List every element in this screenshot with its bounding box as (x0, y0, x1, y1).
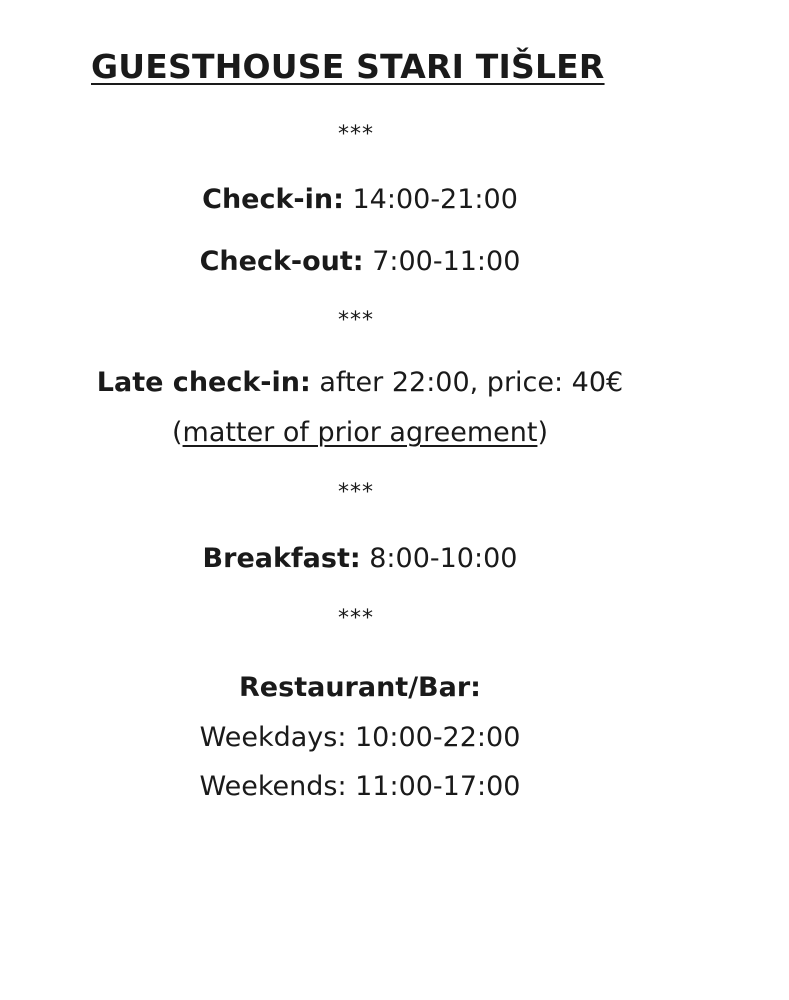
note-open-paren: ( (172, 417, 183, 448)
late-check-in-label: Late check-in: (96, 367, 311, 398)
restaurant-weekends: Weekends: 11:00-17:00 (199, 771, 521, 802)
check-in-line (0, 183, 720, 217)
late-check-in-note-line (0, 416, 720, 450)
separator: *** (338, 122, 374, 147)
breakfast-label: Breakfast: (202, 543, 361, 574)
breakfast-line (0, 542, 720, 576)
check-out-label: Check-out: (199, 246, 364, 277)
late-check-in-line (0, 366, 720, 400)
late-check-in-note: matter of prior agreement (182, 417, 538, 448)
check-out-value: 7:00-11:00 (363, 246, 521, 277)
check-in-value: 14:00-21:00 (343, 184, 518, 215)
late-check-in-value: after 22:00, price: 40€ (310, 367, 624, 398)
check-out-line (0, 245, 720, 279)
restaurant-weekdays: Weekdays: 10:00-22:00 (199, 722, 521, 753)
check-in-label: Check-in: (202, 184, 344, 215)
separator: *** (338, 606, 374, 631)
separator: *** (338, 308, 374, 333)
page-title: GUESTHOUSE STARI TIŠLER (91, 47, 605, 86)
restaurant-label-line (0, 671, 720, 705)
separator: *** (338, 480, 374, 505)
restaurant-label: Restaurant/Bar: (239, 672, 481, 703)
note-close-paren: ) (537, 417, 548, 448)
breakfast-value: 8:00-10:00 (360, 543, 518, 574)
